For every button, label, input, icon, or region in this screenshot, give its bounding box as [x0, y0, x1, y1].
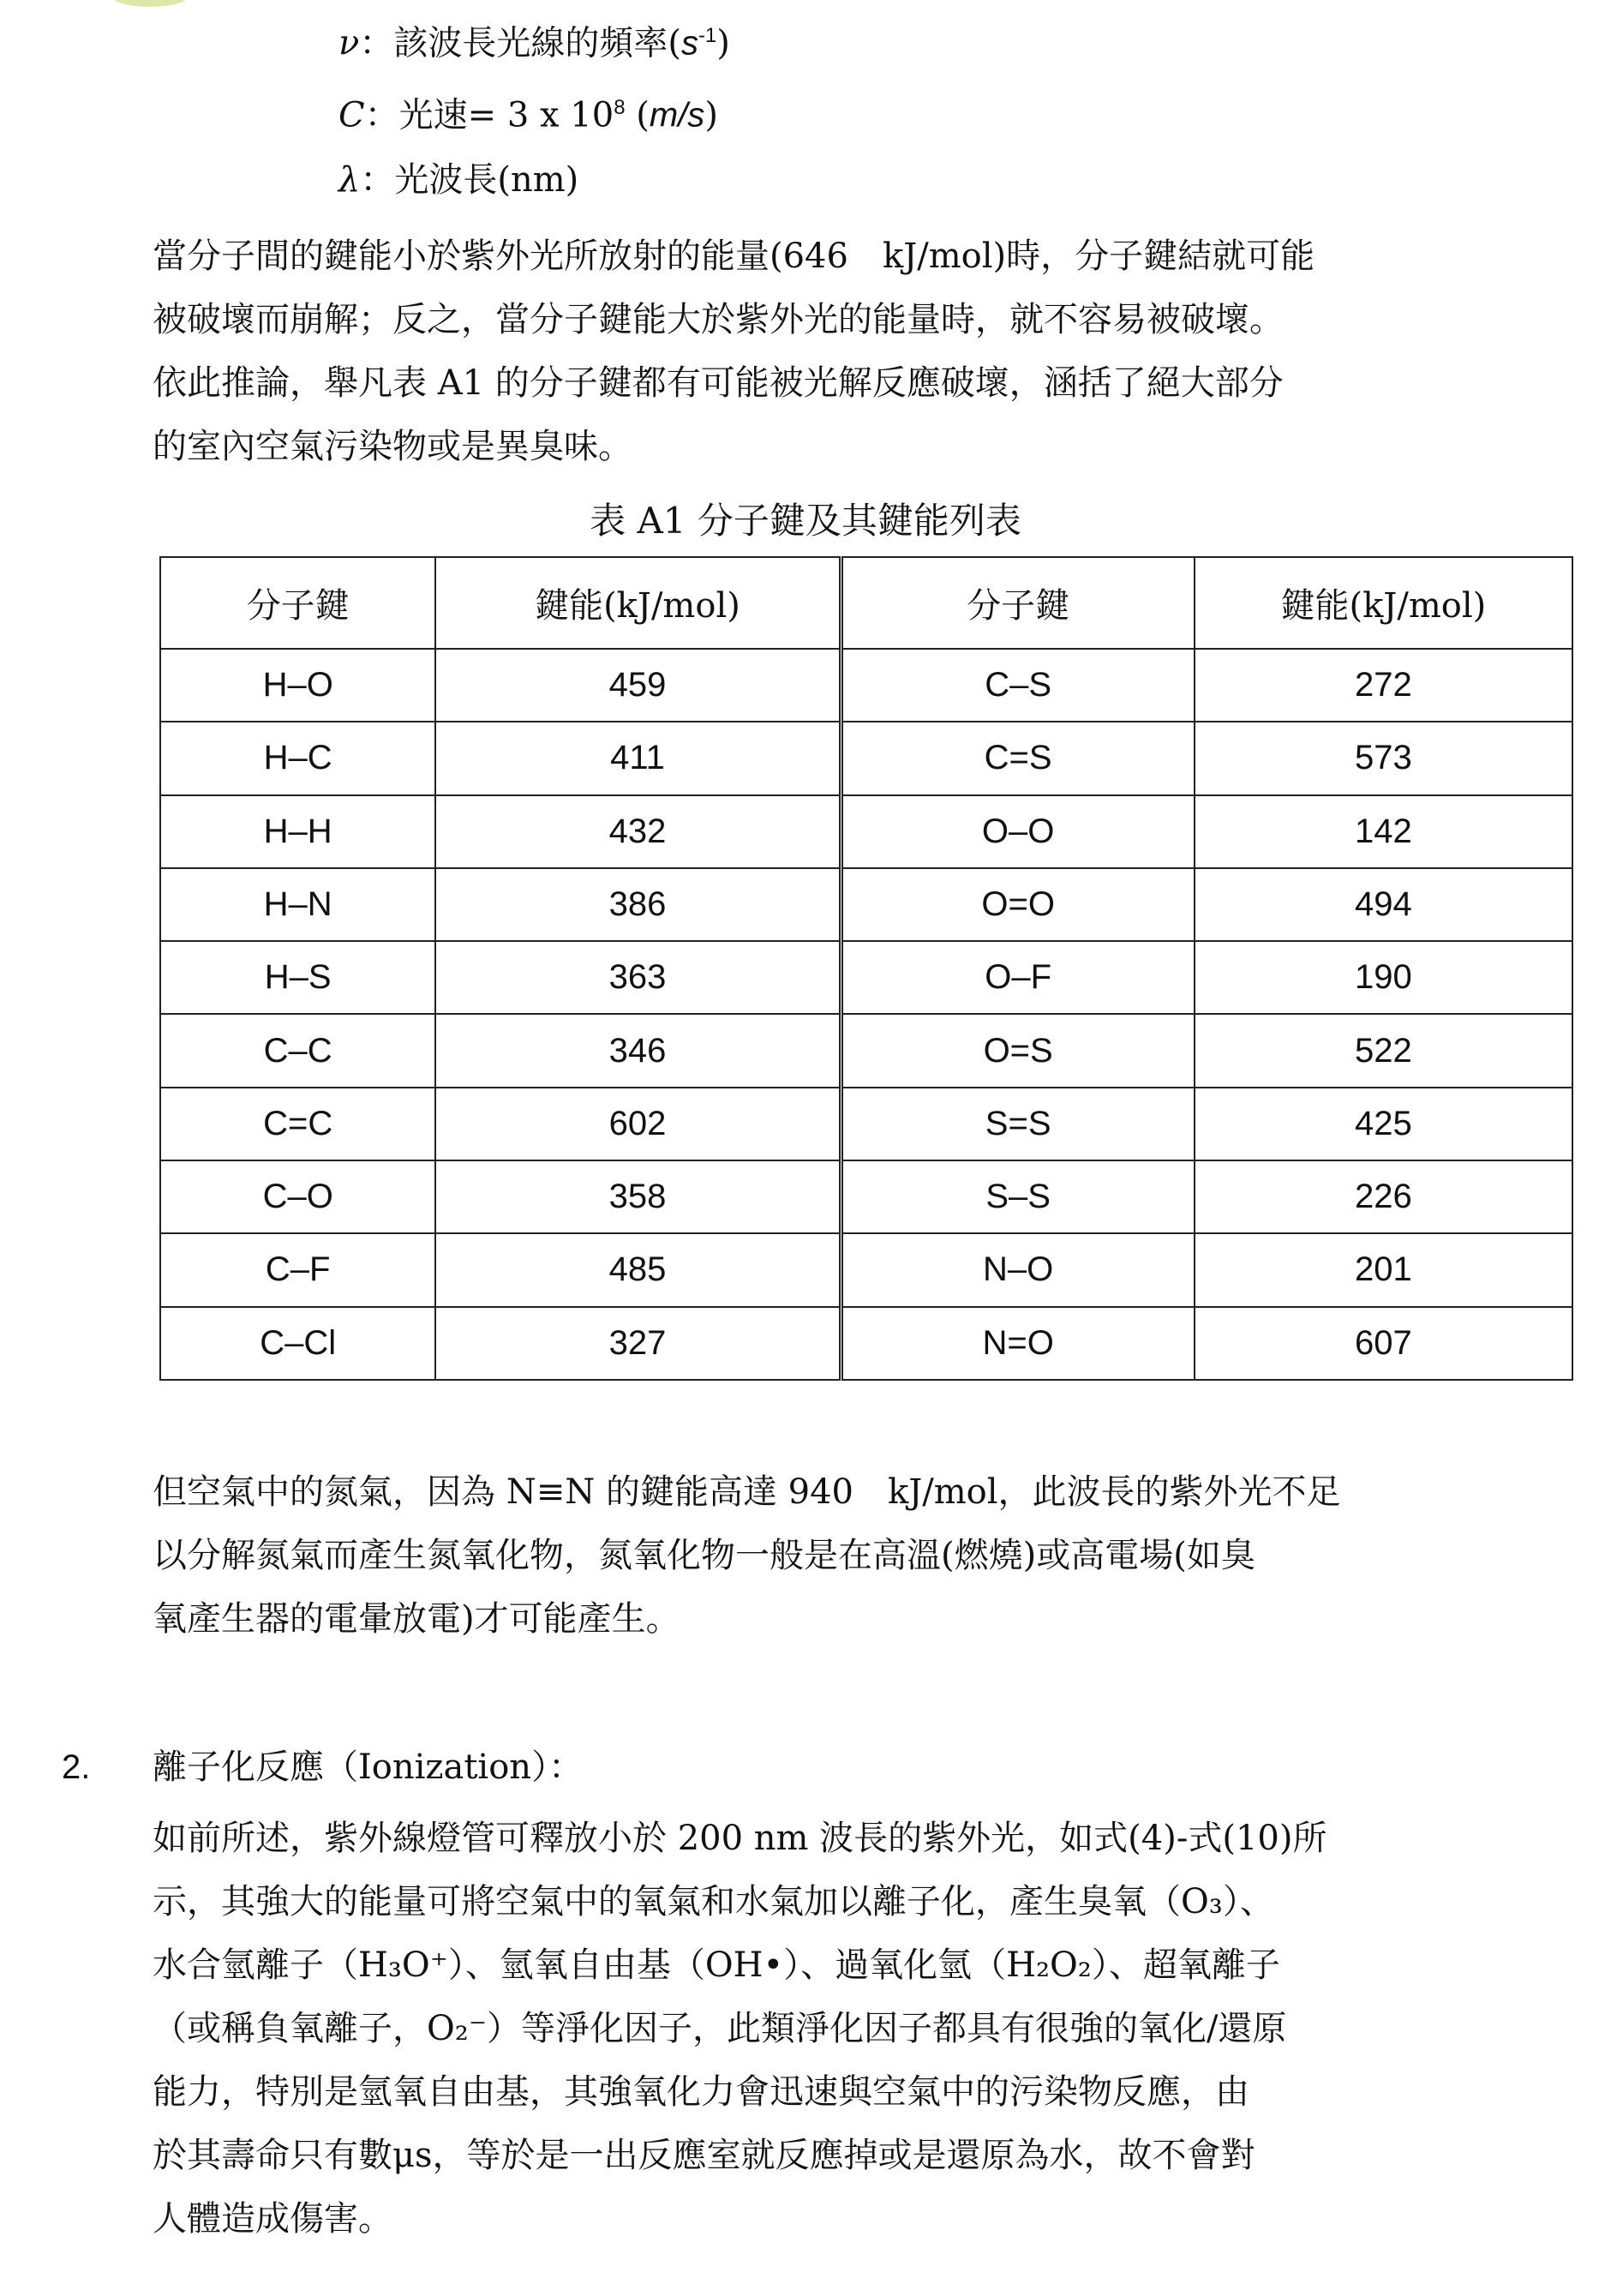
- energy-cell: 346: [435, 1014, 841, 1087]
- definition-text: ：光速= 3 x 10: [364, 95, 614, 135]
- bond-cell: C–S: [841, 649, 1195, 722]
- energy-cell: 142: [1195, 795, 1572, 868]
- bond-cell: N–O: [841, 1233, 1195, 1306]
- bond-cell: N=O: [841, 1307, 1195, 1380]
- definition-text: ：該波長光線的頻率(: [359, 23, 681, 63]
- energy-cell: 327: [435, 1307, 841, 1380]
- energy-cell: 358: [435, 1160, 841, 1233]
- header-bond: 分子鍵: [841, 557, 1195, 649]
- paragraph-line: 以分解氮氣而產生氮氧化物，氮氧化物一般是在高溫(燃燒)或高電場(如臭: [153, 1536, 1255, 1575]
- bond-cell: H–O: [160, 649, 435, 722]
- definition-light-speed: [338, 84, 718, 139]
- definition-tail: ): [704, 95, 718, 135]
- decorative-leaf: [111, 0, 189, 7]
- definition-frequency: [338, 12, 730, 67]
- table-row: [160, 1160, 1572, 1233]
- energy-cell: 459: [435, 649, 841, 722]
- definition-tail: (: [625, 95, 650, 135]
- paragraph-line: 被破壞而崩解；反之，當分子鍵能大於紫外光的能量時，就不容易被破壞。: [153, 300, 1284, 339]
- section-heading: 離子化反應（Ionization）：: [153, 1747, 584, 1787]
- definition-tail: ): [716, 23, 730, 63]
- definition-wavelength: [338, 156, 578, 204]
- bond-cell: H–H: [160, 795, 435, 868]
- bond-cell: H–S: [160, 941, 435, 1014]
- energy-cell: 522: [1195, 1014, 1572, 1087]
- paragraph-line: 依此推論，舉凡表 A1 的分子鍵都有可能被光解反應破壞，涵括了絕大部分: [153, 363, 1284, 403]
- bond-cell: O–O: [841, 795, 1195, 868]
- paragraph-nitrogen: [153, 1460, 1558, 1651]
- bond-cell: S=S: [841, 1088, 1195, 1160]
- symbol-lambda: λ: [338, 160, 361, 200]
- table-row: [160, 649, 1572, 722]
- energy-cell: 226: [1195, 1160, 1572, 1233]
- bond-cell: S–S: [841, 1160, 1195, 1233]
- header-energy: 鍵能(kJ/mol): [1195, 557, 1572, 649]
- bond-cell: C–Cl: [160, 1307, 435, 1380]
- paragraph-line: 當分子間的鍵能小於紫外光所放射的能量(646 kJ/mol)時，分子鍵結就可能: [153, 237, 1315, 276]
- paragraph-line: 氧產生器的電暈放電)才可能產生。: [153, 1599, 680, 1639]
- symbol-c: C: [338, 95, 365, 135]
- table-row: [160, 1233, 1572, 1306]
- paragraph-line: 水合氫離子（H₃O⁺）、氫氧自由基（OH•）、過氧化氫（H₂O₂）、超氧離子: [153, 1945, 1280, 1985]
- table-row: [160, 1088, 1572, 1160]
- unit-exponent: -1: [698, 24, 717, 47]
- energy-cell: 573: [1195, 722, 1572, 794]
- bond-energy-table: [159, 556, 1573, 1381]
- table-header-row: [160, 557, 1572, 649]
- energy-cell: 272: [1195, 649, 1572, 722]
- bond-cell: O=S: [841, 1014, 1195, 1087]
- table-row: [160, 795, 1572, 868]
- symbol-nu: ν: [338, 23, 360, 63]
- paragraph-ionization: [153, 1807, 1558, 2251]
- unit: s: [680, 24, 698, 63]
- energy-cell: 602: [435, 1088, 841, 1160]
- energy-cell: 494: [1195, 868, 1572, 941]
- paragraph-line: 的室內空氣污染物或是異臭味。: [153, 427, 632, 466]
- energy-cell: 432: [435, 795, 841, 868]
- bond-cell: C–F: [160, 1233, 435, 1306]
- energy-cell: 201: [1195, 1233, 1572, 1306]
- bond-cell: C=S: [841, 722, 1195, 794]
- table-row: [160, 941, 1572, 1014]
- paragraph-line: 於其壽命只有數μs，等於是一出反應室就反應掉或是還原為水，故不會對: [153, 2136, 1255, 2175]
- energy-cell: 607: [1195, 1307, 1572, 1380]
- table-row: [160, 1307, 1572, 1380]
- paragraph-line: （或稱負氧離子，O₂⁻）等淨化因子，此類淨化因子都具有很強的氧化/還原: [153, 2009, 1287, 2048]
- table-row: [160, 722, 1572, 794]
- energy-cell: 425: [1195, 1088, 1572, 1160]
- paragraph-line: 能力，特別是氫氧自由基，其強氧化力會迅速與空氣中的污染物反應，由: [153, 2072, 1249, 2112]
- energy-cell: 386: [435, 868, 841, 941]
- section-number: 2.: [62, 1748, 91, 1786]
- bond-cell: H–N: [160, 868, 435, 941]
- paragraph-line: 如前所述，紫外線燈管可釋放小於 200 nm 波長的紫外光，如式(4)-式(10)所: [153, 1819, 1327, 1858]
- energy-cell: 363: [435, 941, 841, 1014]
- bond-cell: O–F: [841, 941, 1195, 1014]
- bond-cell: H–C: [160, 722, 435, 794]
- bond-cell: C–O: [160, 1160, 435, 1233]
- paragraph-bond-energy: [153, 225, 1558, 478]
- unit: m/s: [649, 96, 705, 135]
- paragraph-line: 人體造成傷害。: [153, 2199, 392, 2239]
- table-row: [160, 868, 1572, 941]
- exponent: 8: [614, 96, 626, 119]
- energy-cell: 485: [435, 1233, 841, 1306]
- paragraph-line: 但空氣中的氮氣，因為 N≡N 的鍵能高達 940 kJ/mol，此波長的紫外光不足: [153, 1472, 1341, 1512]
- table-caption: 表 A1 分子鍵及其鍵能列表: [590, 500, 1021, 542]
- energy-cell: 411: [435, 722, 841, 794]
- bond-cell: C=C: [160, 1088, 435, 1160]
- bond-cell: C–C: [160, 1014, 435, 1087]
- bond-cell: O=O: [841, 868, 1195, 941]
- energy-cell: 190: [1195, 941, 1572, 1014]
- table-row: [160, 1014, 1572, 1087]
- header-bond: 分子鍵: [160, 557, 435, 649]
- definition-text: ：光波長(nm): [360, 160, 579, 200]
- header-energy: 鍵能(kJ/mol): [435, 557, 841, 649]
- paragraph-line: 示，其強大的能量可將空氣中的氧氣和水氣加以離子化，產生臭氧（O₃）、: [153, 1882, 1274, 1921]
